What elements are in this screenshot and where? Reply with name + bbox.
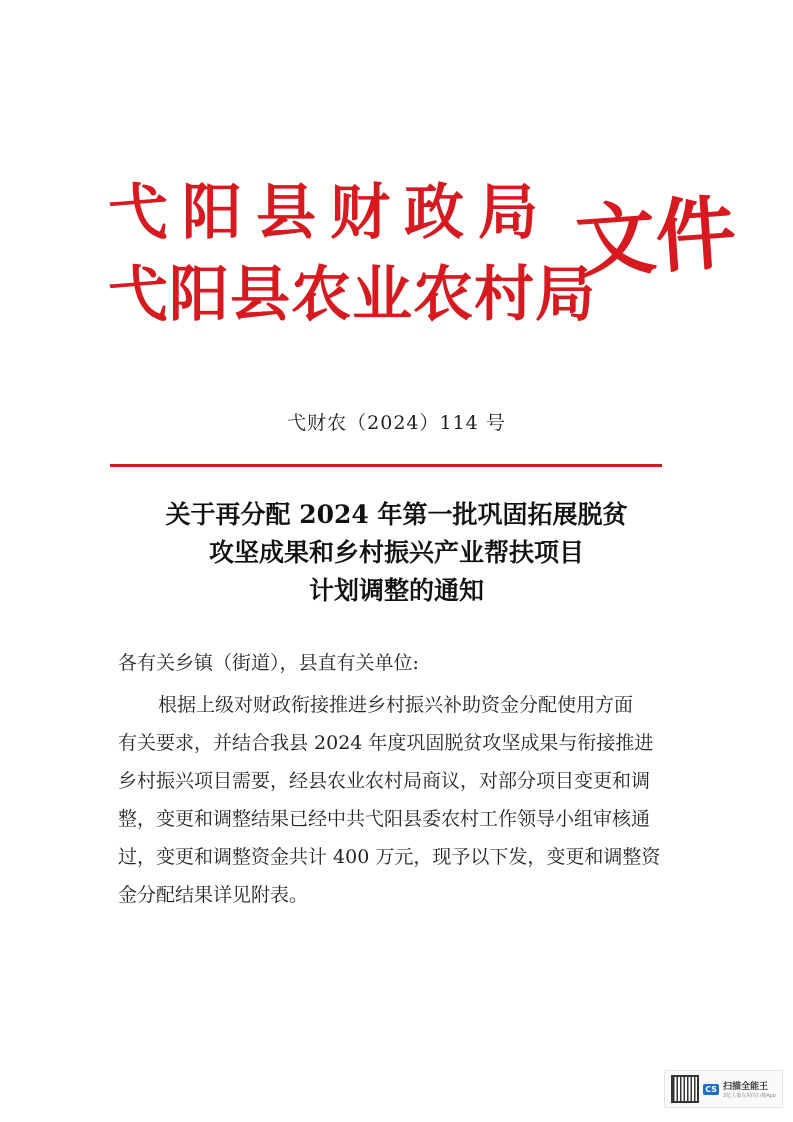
title-line-3: 计划调整的通知 (308, 576, 484, 605)
document-word: 文件 (572, 185, 739, 290)
watermark-subtitle: 3亿人都在用的扫描App (723, 1093, 776, 1099)
issuer-finance-bureau: 弋阳县财政局 (108, 178, 552, 248)
body-line: 根据上级对财政衔接推进乡村振兴补助资金分配使用方面 (158, 694, 634, 716)
title-line-1: 关于再分配 2024 年第一批巩固拓展脱贫 (165, 500, 628, 529)
document-number: 弋财农（2024）114 号 (287, 412, 506, 434)
watermark-text (723, 1079, 776, 1099)
camscanner-badge: CS (705, 1084, 718, 1094)
body-line: 有关要求，并结合我县 2024 年度巩固脱贫攻坚成果与衔接推进 (118, 732, 654, 754)
scanner-watermark (664, 1070, 783, 1108)
body-line: 乡村振兴项目需要，经县农业农村局商议，对部分项目变更和调 (118, 770, 651, 792)
body-line: 金分配结果详见附表。 (118, 884, 309, 906)
qr-code-icon (671, 1075, 699, 1103)
watermark-name: 扫描全能王 (723, 1082, 769, 1092)
title-line-2: 攻坚成果和乡村振兴产业帮扶项目 (208, 538, 584, 567)
body-line: 过，变更和调整资金共计 400 万元，现予以下发，变更和调整资 (118, 846, 661, 868)
body-line: 整，变更和调整结果已经中共弋阳县委农村工作领导小组审核通 (118, 808, 651, 830)
issuer-agriculture-bureau: 弋阳县农业农村局 (108, 260, 596, 330)
red-header (108, 168, 739, 348)
red-divider-line (110, 464, 662, 467)
document-title (0, 496, 793, 610)
salutation: 各有关乡镇（街道），县直有关单位: (118, 652, 419, 674)
body-paragraph (118, 686, 678, 914)
